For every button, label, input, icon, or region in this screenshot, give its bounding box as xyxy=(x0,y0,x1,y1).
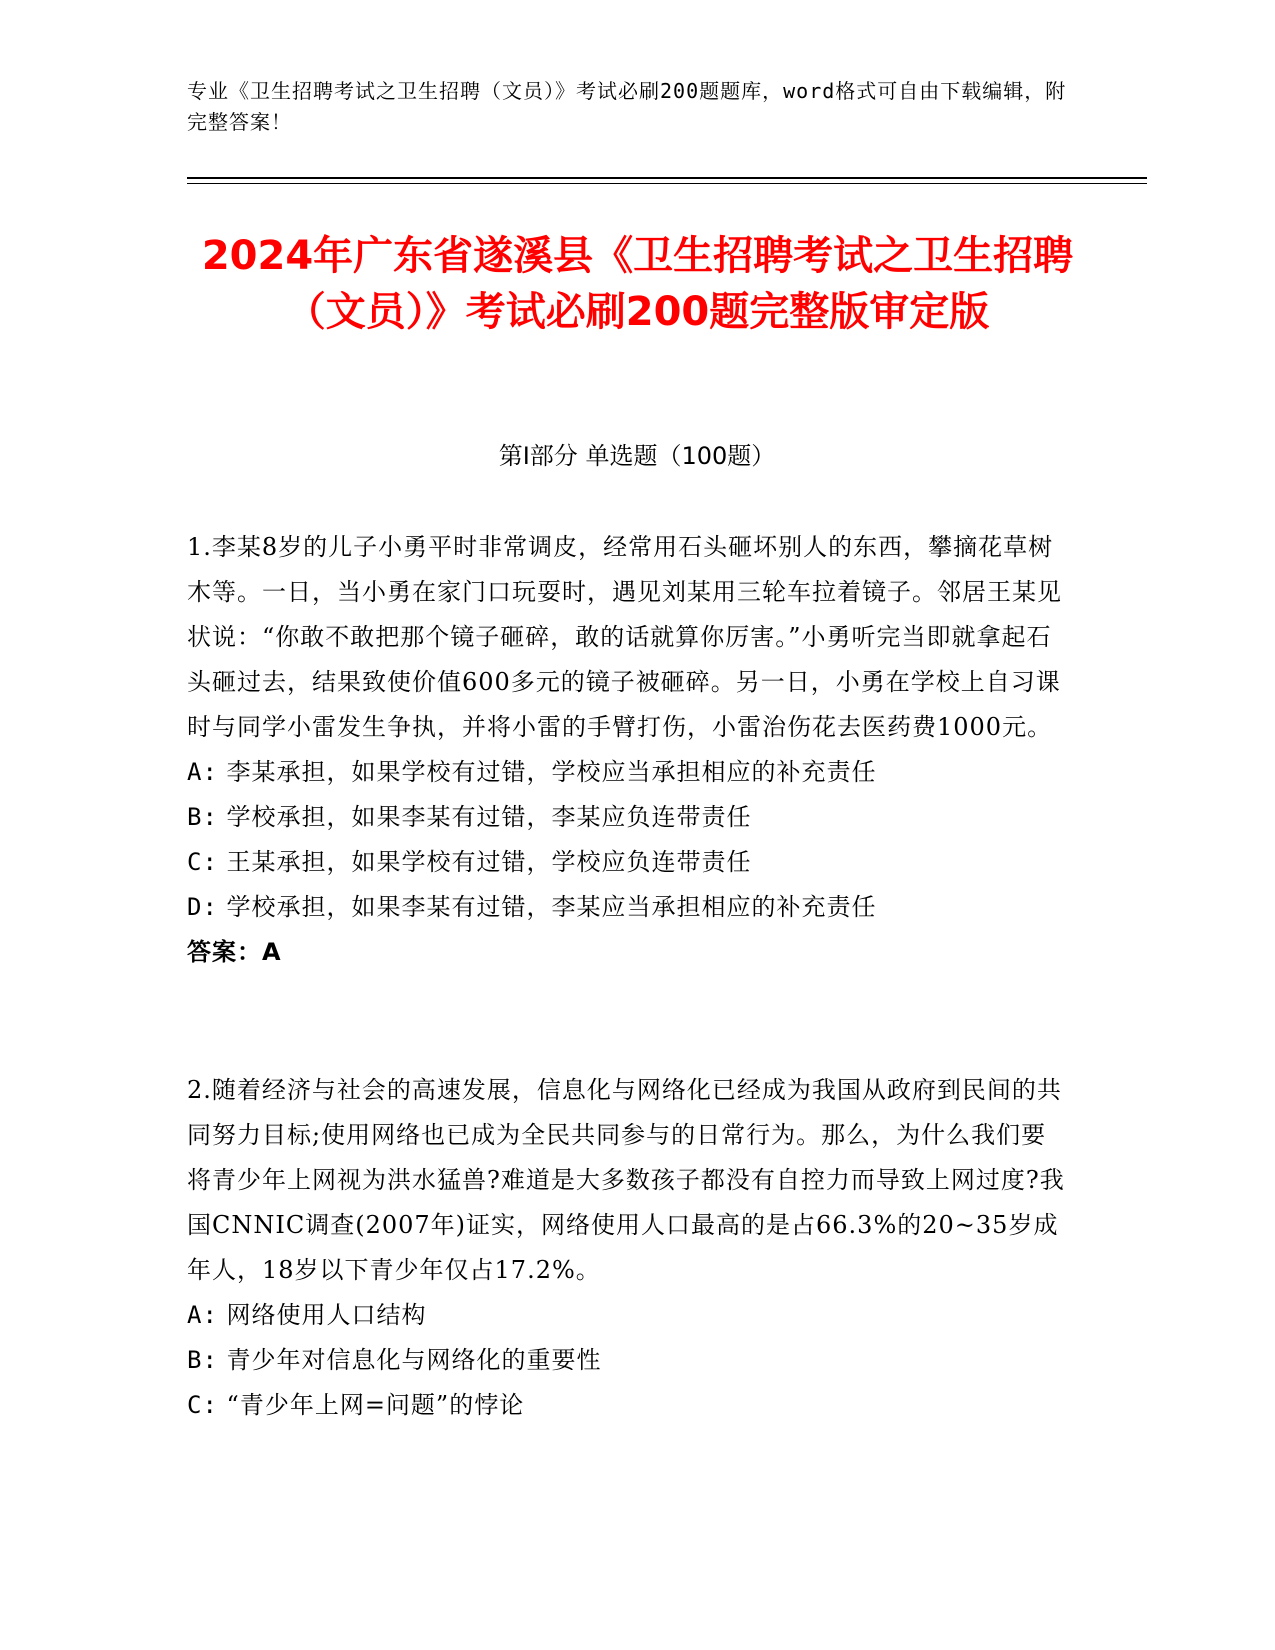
option-d xyxy=(187,885,1067,930)
option-letter: A: xyxy=(187,758,218,786)
option-text: 青少年对信息化与网络化的重要性 xyxy=(226,1346,602,1374)
option-c xyxy=(187,840,1067,885)
header-divider-thin xyxy=(187,183,1147,184)
option-text: “青少年上网=问题”的悖论 xyxy=(226,1391,525,1419)
option-letter: C: xyxy=(187,1391,218,1419)
question-text: 2.随着经济与社会的高速发展，信息化与网络化已经成为我国从政府到民间的共同努力目标;使用网络也已成为全民共同参与的日常行为。那么，为什么我们要将青少年上网视为洪水猛兽?难道是大多数孩子都没有自控力而导致上网过度?我国CNNIC调查(2007年)证实，网络使用人口最高的是占66.3%的20~35岁成年人，18岁以下青少年仅占17.2%。 xyxy=(187,1076,1065,1284)
option-b xyxy=(187,795,1067,840)
option-a xyxy=(187,1293,1067,1338)
option-text: 李某承担，如果学校有过错，学校应当承担相应的补充责任 xyxy=(226,758,877,786)
header-note: 专业《卫生招聘考试之卫生招聘（文员）》考试必刷200题题库，word格式可自由下载编辑，附完整答案！ xyxy=(187,79,1067,134)
option-text: 学校承担，如果李某有过错，李某应当承担相应的补充责任 xyxy=(226,893,877,921)
option-text: 学校承担，如果李某有过错，李某应负连带责任 xyxy=(226,803,752,831)
option-letter: B: xyxy=(187,1346,218,1374)
option-b xyxy=(187,1338,1067,1383)
question-text: 1.李某8岁的儿子小勇平时非常调皮，经常用石头砸坏别人的东西，攀摘花草树木等。一日，当小勇在家门口玩耍时，遇见刘某用三轮车拉着镜子。邻居王某见状说：“你敢不敢把那个镜子砸碎，敢的话就算你厉害。”小勇听完当即就拿起石头砸过去，结果致使价值600多元的镜子被砸碎。另一日，小勇在学校上自习课时与同学小雷发生争执，并将小雷的手臂打伤，小雷治伤花去医药费1000元。 xyxy=(187,533,1062,741)
section-heading: 第I部分 单选题（100题） xyxy=(498,442,776,470)
option-letter: D: xyxy=(187,893,218,921)
option-letter: A: xyxy=(187,1301,218,1329)
option-c xyxy=(187,1383,1067,1428)
answer-label: 答案：A xyxy=(187,938,282,966)
option-text: 网络使用人口结构 xyxy=(226,1301,427,1329)
document-title: 2024年广东省遂溪县《卫生招聘考试之卫生招聘（文员）》考试必刷200题完整版审定版 xyxy=(201,233,1074,335)
option-a xyxy=(187,750,1067,795)
question-2 xyxy=(187,1068,1067,1428)
option-text: 王某承担，如果学校有过错，学校应负连带责任 xyxy=(226,848,752,876)
option-letter: B: xyxy=(187,803,218,831)
question-1 xyxy=(187,525,1067,975)
header-divider-thick xyxy=(187,177,1147,179)
option-letter: C: xyxy=(187,848,218,876)
